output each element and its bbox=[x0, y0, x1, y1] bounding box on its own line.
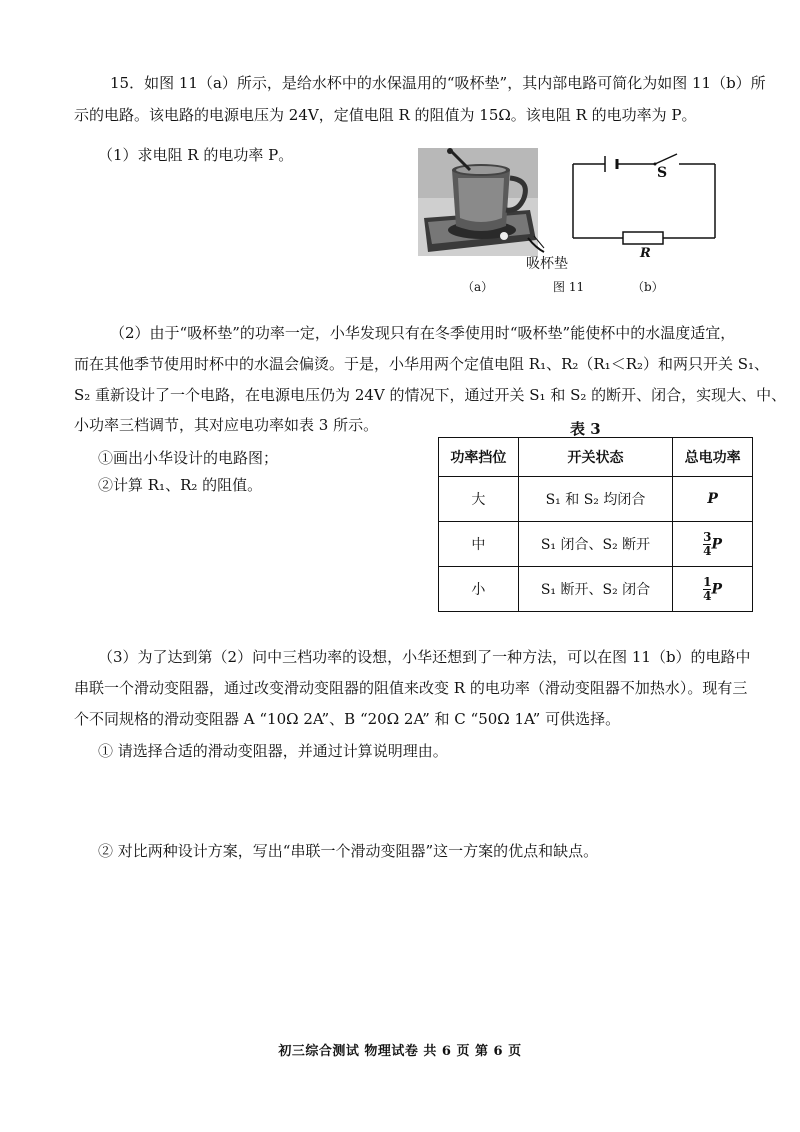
table-row bbox=[439, 567, 753, 612]
figure-title: 图 11 bbox=[553, 280, 585, 294]
q15-part3-task1: ① 请选择合适的滑动变阻器，并通过计算说明理由。 bbox=[98, 742, 448, 760]
table-cell-level: 中 bbox=[439, 522, 519, 567]
table-row bbox=[439, 522, 753, 567]
fraction bbox=[703, 576, 711, 603]
power-value: P bbox=[707, 491, 718, 507]
figure-a-label: （a） bbox=[462, 280, 494, 294]
q15-part2-task2: ②计算 R₁、R₂ 的阻值。 bbox=[98, 476, 263, 494]
q15-part3-line2: 串联一个滑动变阻器，通过改变滑动变阻器的阻值来改变 R 的电功率（滑动变阻器不加热水）。现有三 bbox=[74, 679, 748, 697]
figure-b-label: （b） bbox=[632, 280, 664, 294]
fraction-denominator: 4 bbox=[703, 588, 712, 603]
table-header-cell: 开关状态 bbox=[518, 438, 672, 477]
table-cell-level: 大 bbox=[439, 477, 519, 522]
q15-part3-line3: 个不同规格的滑动变阻器 A “10Ω 2A”、B “20Ω 2A” 和 C “50Ω 1A” 可供选择。 bbox=[74, 710, 621, 728]
table-header-cell: 总电功率 bbox=[673, 438, 753, 477]
pad-label: 吸杯垫 bbox=[526, 256, 568, 272]
page-footer: 初三综合测试 物理试卷 共 6 页 第 6 页 bbox=[278, 1044, 522, 1059]
table-cell-level: 小 bbox=[439, 567, 519, 612]
q15-intro-line1: 15．如图 11（a）所示，是给水杯中的水保温用的“吸杯垫”，其内部电路可简化为如图 11（b）所 bbox=[110, 74, 766, 92]
q15-part1: （1）求电阻 R 的电功率 P。 bbox=[98, 146, 294, 164]
table-title: 表 3 bbox=[570, 420, 601, 438]
table-cell-state: S₁ 断开、S₂ 闭合 bbox=[518, 567, 672, 612]
fraction-denominator: 4 bbox=[703, 543, 712, 558]
switch-symbol bbox=[654, 154, 678, 166]
fraction-numerator: 3 bbox=[703, 529, 712, 544]
q15-part3-line1: （3）为了达到第（2）问中三档功率的设想，小华还想到了一种方法，可以在图 11（b）的电路中 bbox=[98, 648, 751, 666]
resistor-label: R bbox=[640, 246, 651, 261]
power-table bbox=[438, 437, 753, 612]
q15-part2-task1: ①画出小华设计的电路图； bbox=[98, 449, 279, 467]
fraction-numerator: 1 bbox=[703, 574, 712, 589]
power-variable: P bbox=[711, 536, 723, 552]
q15-part2-line1: （2）由于“吸杯垫”的功率一定，小华发现只有在冬季使用时“吸杯垫”能使杯中的水温度适宜， bbox=[110, 324, 736, 342]
fraction bbox=[703, 531, 711, 558]
table-cell-state: S₁ 和 S₂ 均闭合 bbox=[518, 477, 672, 522]
table-cell-power bbox=[673, 477, 753, 522]
q15-intro-line2: 示的电路。该电路的电源电压为 24V，定值电阻 R 的阻值为 15Ω。该电阻 R 的电功率为 P。 bbox=[74, 106, 697, 124]
q15-part2-line2: 而在其他季节使用时杯中的水温会偏烫。于是，小华用两个定值电阻 R₁、R₂（R₁＜R₂）和两只开关 S₁、 bbox=[74, 355, 770, 373]
q15-part3-task2: ② 对比两种设计方案，写出“串联一个滑动变阻器”这一方案的优点和缺点。 bbox=[98, 842, 599, 860]
table-cell-power bbox=[673, 522, 753, 567]
q15-part2-line3: S₂ 重新设计了一个电路，在电源电压仍为 24V 的情况下，通过开关 S₁ 和 S₂ 的断开、闭合，实现大、中、 bbox=[74, 386, 787, 404]
switch-label: S bbox=[657, 165, 668, 181]
cup-warmer-photo bbox=[418, 148, 538, 260]
table-row bbox=[439, 477, 753, 522]
table-header-row bbox=[439, 438, 753, 477]
table-cell-state: S₁ 闭合、S₂ 断开 bbox=[518, 522, 672, 567]
battery-symbol bbox=[605, 156, 617, 172]
table-header-cell: 功率挡位 bbox=[439, 438, 519, 477]
power-variable: P bbox=[711, 581, 723, 597]
table-cell-power bbox=[673, 567, 753, 612]
resistor-symbol bbox=[623, 232, 663, 244]
q15-part2-line4: 小功率三档调节，其对应电功率如表 3 所示。 bbox=[74, 416, 379, 434]
